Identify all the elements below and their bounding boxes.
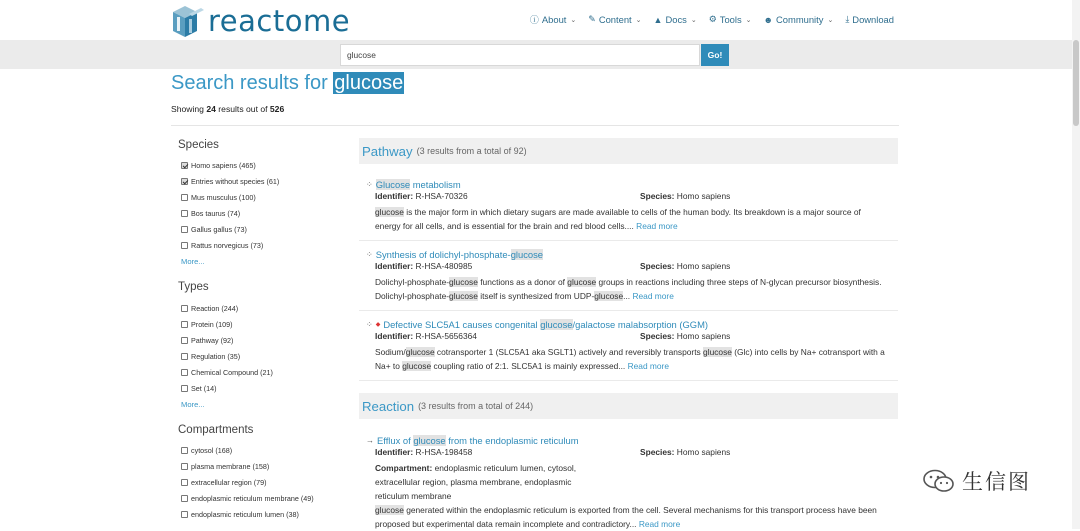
species — [640, 261, 730, 271]
facet-option-label: Gallus gallus (73) — [191, 224, 247, 234]
disease-icon: ◆ — [375, 321, 381, 328]
compartment-value: endoplasmic reticulum lumen, cytosol, extracellular region, plasma membrane, endoplasmic reticulum membrane — [375, 463, 577, 501]
text-fragment: groups in reactions including three steps of N-glycan precursor biosynthesis. Dolichyl-phosphate- — [375, 277, 882, 301]
species-value: Homo sapiens — [676, 331, 731, 341]
search-bar — [0, 40, 1080, 69]
species-label: Species: — [640, 331, 675, 341]
facet-option[interactable] — [181, 157, 279, 173]
facet-option[interactable] — [181, 316, 273, 332]
go-button[interactable]: Go! — [701, 44, 729, 66]
result-title[interactable] — [366, 433, 888, 447]
watermark-text: 生信图 — [962, 470, 1031, 494]
nav-content[interactable] — [588, 13, 641, 26]
facet-option[interactable] — [181, 189, 279, 205]
checkbox[interactable] — [181, 210, 188, 217]
identifier-value: R-HSA-5656364 — [415, 331, 477, 341]
chevron-down-icon: ⌄ — [690, 16, 697, 24]
checkbox[interactable] — [181, 369, 188, 376]
scrollbar-thumb[interactable] — [1073, 40, 1079, 126]
species-value: Homo sapiens — [676, 447, 731, 457]
facet-option[interactable] — [181, 458, 314, 474]
result-meta — [375, 191, 888, 205]
identifier-label: Identifier: — [375, 261, 414, 271]
identifier — [375, 191, 468, 201]
read-more-link[interactable]: Read more — [632, 291, 674, 301]
result-separator — [359, 240, 898, 241]
compartment — [375, 461, 605, 503]
cogs-icon: ⚙ — [708, 14, 717, 24]
reactome-logo-icon — [171, 3, 205, 39]
shown-count: 24 — [206, 104, 216, 114]
result-title[interactable] — [366, 177, 888, 191]
text-fragment: cotransporter 1 (SLC5A1 aka SGLT1) actively and reversibly transports — [434, 347, 704, 357]
checkbox[interactable] — [181, 337, 188, 344]
more-link[interactable]: More... — [181, 256, 205, 266]
text-fragment: (Glc) into cells by Na+ cotransport with a Na+ to — [375, 347, 885, 371]
facet-option[interactable] — [181, 237, 279, 253]
chevron-down-icon: ⌄ — [827, 16, 834, 24]
result-item — [366, 247, 888, 303]
facet-option-label: Bos taurus (74) — [191, 208, 241, 218]
facet-compartments — [181, 442, 314, 522]
pathway-icon: ⁘ — [366, 319, 373, 329]
nav-label: About — [541, 14, 567, 25]
checkbox[interactable] — [181, 447, 188, 454]
query-highlight: glucose — [594, 291, 624, 301]
read-more-link[interactable]: Read more — [638, 519, 681, 529]
read-more-link[interactable]: Read more — [636, 221, 678, 231]
wechat-icon — [922, 468, 956, 494]
nav-label: Content — [598, 14, 632, 25]
text-fragment: Dolichyl-phosphate- — [375, 277, 450, 287]
species — [640, 191, 730, 201]
compartment-label: Compartment: — [375, 463, 433, 473]
identifier-label: Identifier: — [375, 191, 414, 201]
facet-option-label: Chemical Compound (21) — [191, 367, 273, 377]
checkbox[interactable] — [181, 178, 188, 185]
section-count: (3 results from a total of 92) — [416, 146, 527, 156]
nav-label: Tools — [719, 14, 742, 25]
result-item — [366, 317, 888, 373]
text-fragment: metabolism — [410, 178, 461, 190]
nav-download[interactable] — [845, 13, 894, 26]
facet-option-label: endoplasmic reticulum lumen (38) — [191, 509, 299, 519]
result-description — [375, 275, 888, 303]
nav-label: Community — [776, 14, 824, 25]
species-value: Homo sapiens — [676, 261, 731, 271]
result-item — [366, 433, 888, 531]
page-title — [171, 72, 404, 95]
facet-types — [181, 300, 273, 412]
facet-option-label: Rattus norvegicus (73) — [191, 240, 264, 250]
info-circle-icon: ⓘ — [529, 15, 539, 25]
checkbox[interactable] — [181, 321, 188, 328]
facet-option-label: Mus musculus (100) — [191, 192, 256, 202]
result-title-link[interactable] — [377, 435, 579, 446]
logo-text: reactome — [208, 4, 351, 38]
text-fragment: /galactose malabsorption (GGM) — [572, 318, 709, 330]
edit-icon: ✎ — [588, 14, 596, 24]
section-name: Reaction — [362, 398, 415, 414]
identifier-value: R-HSA-198458 — [415, 447, 473, 457]
text-fragment: coupling ratio of 2:1. SLC5A1 is mainly expressed... — [431, 361, 626, 371]
identifier — [375, 261, 472, 271]
checkbox[interactable] — [181, 495, 188, 502]
facet-option[interactable] — [181, 173, 279, 189]
watermark — [922, 466, 1031, 496]
checkbox[interactable] — [181, 194, 188, 201]
facet-option-label: extracellular region (79) — [191, 477, 267, 487]
query-highlight: glucose — [405, 347, 435, 357]
facet-option-label: endoplasmic reticulum membrane (49) — [191, 493, 314, 503]
section-header-reaction — [359, 393, 898, 419]
result-meta — [375, 447, 888, 461]
result-item — [366, 177, 888, 233]
text-fragment: itself is synthesized from UDP- — [477, 291, 595, 301]
result-title[interactable] — [366, 317, 888, 331]
result-separator — [359, 310, 898, 311]
facet-option-label: Pathway (92) — [191, 335, 234, 345]
facet-option[interactable] — [181, 332, 273, 348]
result-title-link[interactable] — [383, 319, 708, 330]
main-nav — [530, 13, 894, 26]
query-highlight: glucose — [375, 505, 404, 515]
identifier — [375, 331, 477, 341]
chevron-down-icon: ⌄ — [570, 16, 577, 24]
checkbox[interactable] — [181, 226, 188, 233]
species — [640, 447, 730, 457]
result-description — [375, 205, 888, 233]
facet-option-label: cytosol (168) — [191, 445, 233, 455]
text-fragment: is the major form in which dietary sugars are made available to cells of the human body. Its breakdown is a major source of energy for all cells, and is essential for the brain and red blood cells.... — [375, 207, 861, 231]
facet-option-label: plasma membrane (158) — [191, 461, 270, 471]
checkbox[interactable] — [181, 242, 188, 249]
section-name: Pathway — [362, 143, 413, 159]
chevron-down-icon: ⌄ — [745, 16, 752, 24]
result-separator — [359, 380, 898, 381]
query-highlight: glucose — [510, 248, 544, 260]
species — [640, 331, 730, 341]
section-count: (3 results from a total of 244) — [418, 401, 534, 411]
checkbox[interactable] — [181, 305, 188, 312]
facet-title-compartments: Compartments — [178, 424, 254, 436]
facet-option[interactable] — [181, 221, 279, 237]
title-prefix: Search results for — [171, 72, 334, 94]
identifier-label: Identifier: — [375, 447, 414, 457]
showing-pre: Showing — [171, 104, 207, 114]
text-fragment: Sodium/ — [375, 347, 406, 357]
identifier — [375, 447, 472, 457]
facet-option[interactable] — [181, 474, 314, 490]
text-fragment: ... — [623, 291, 631, 301]
facet-option[interactable] — [181, 490, 314, 506]
text-fragment: from the endoplasmic reticulum — [445, 434, 579, 446]
checkbox[interactable] — [181, 479, 188, 486]
facet-option[interactable] — [181, 300, 273, 316]
facet-option-label: Reaction (244) — [191, 303, 239, 313]
checkbox[interactable] — [181, 162, 188, 169]
read-more-link[interactable]: Read more — [627, 361, 670, 371]
total-count: 526 — [269, 104, 285, 114]
identifier-value: R-HSA-480985 — [415, 261, 473, 271]
query-highlight: glucose — [703, 347, 732, 357]
nav-label: Download — [852, 14, 894, 25]
divider — [171, 125, 899, 126]
nav-about[interactable] — [530, 13, 576, 26]
section-header-pathway — [359, 138, 898, 164]
nav-label: Docs — [665, 14, 687, 25]
nav-tools[interactable] — [709, 13, 752, 26]
query-highlight: glucose — [375, 207, 404, 217]
showing-mid: results out of — [215, 104, 270, 114]
results-summary — [171, 104, 284, 114]
checkbox[interactable] — [181, 463, 188, 470]
download-icon: ⤓ — [845, 14, 850, 24]
text-fragment: Defective SLC5A1 causes congenital — [383, 318, 541, 330]
users-icon: ☻ — [763, 14, 774, 25]
query-highlight: glucose — [449, 291, 478, 301]
facet-option-label: Homo sapiens (465) — [191, 160, 256, 170]
query-highlight: Glucose — [375, 178, 411, 190]
result-title-link[interactable] — [376, 249, 543, 260]
species-value: Homo sapiens — [676, 191, 731, 201]
facet-option[interactable] — [181, 364, 273, 380]
facet-option[interactable] — [181, 442, 314, 458]
facet-species — [181, 157, 279, 269]
reactome-logo[interactable] — [171, 3, 350, 39]
facet-title-species: Species — [178, 139, 219, 151]
checkbox[interactable] — [181, 353, 188, 360]
result-title[interactable] — [366, 247, 888, 261]
graduation-cap-icon: ▲ — [653, 14, 663, 25]
pathway-icon: ⁘ — [366, 249, 373, 259]
result-meta — [375, 331, 888, 345]
species-label: Species: — [640, 261, 675, 271]
nav-docs[interactable] — [654, 13, 697, 26]
query-highlight: glucose — [540, 318, 573, 330]
facet-option-label: Regulation (35) — [191, 351, 241, 361]
identifier-label: Identifier: — [375, 331, 414, 341]
query-highlight: glucose — [402, 361, 432, 371]
query-highlight: glucose — [567, 277, 597, 287]
facet-option[interactable] — [181, 348, 273, 364]
facet-title-types: Types — [178, 281, 209, 293]
reaction-icon: → — [366, 435, 374, 445]
checkbox[interactable] — [181, 511, 188, 518]
facet-option-label: Protein (109) — [191, 319, 233, 329]
checkbox[interactable] — [181, 385, 188, 392]
species-label: Species: — [640, 191, 675, 201]
facet-option[interactable] — [181, 506, 314, 522]
facet-option-label: Entries without species (61) — [191, 176, 280, 186]
pathway-icon: ⁘ — [366, 179, 373, 189]
facet-option[interactable] — [181, 380, 273, 396]
nav-community[interactable] — [764, 13, 834, 26]
top-navbar — [0, 0, 1080, 40]
more-link[interactable]: More... — [181, 399, 205, 409]
title-query: glucose — [334, 72, 404, 94]
text-fragment: generated within the endoplasmic reticulum is exported from the cell. Several mechanisms for this transport process have been proposed but experimental data remain incomplete and contradictory... — [375, 505, 877, 529]
facet-option[interactable] — [181, 205, 279, 221]
identifier-value: R-HSA-70326 — [415, 191, 468, 201]
text-fragment: functions as a donor of — [477, 277, 568, 287]
text-fragment: Synthesis of dolichyl-phosphate- — [375, 248, 511, 260]
result-description — [375, 345, 888, 373]
query-highlight: glucose — [449, 277, 478, 287]
text-fragment: Efflux of — [377, 434, 414, 446]
result-description — [375, 503, 888, 531]
result-title-link[interactable] — [376, 179, 461, 190]
search-input[interactable] — [340, 44, 700, 66]
result-meta — [375, 261, 888, 275]
query-highlight: glucose — [413, 434, 446, 446]
facet-option-label: Set (14) — [191, 383, 217, 393]
chevron-down-icon: ⌄ — [635, 16, 642, 24]
species-label: Species: — [640, 447, 675, 457]
